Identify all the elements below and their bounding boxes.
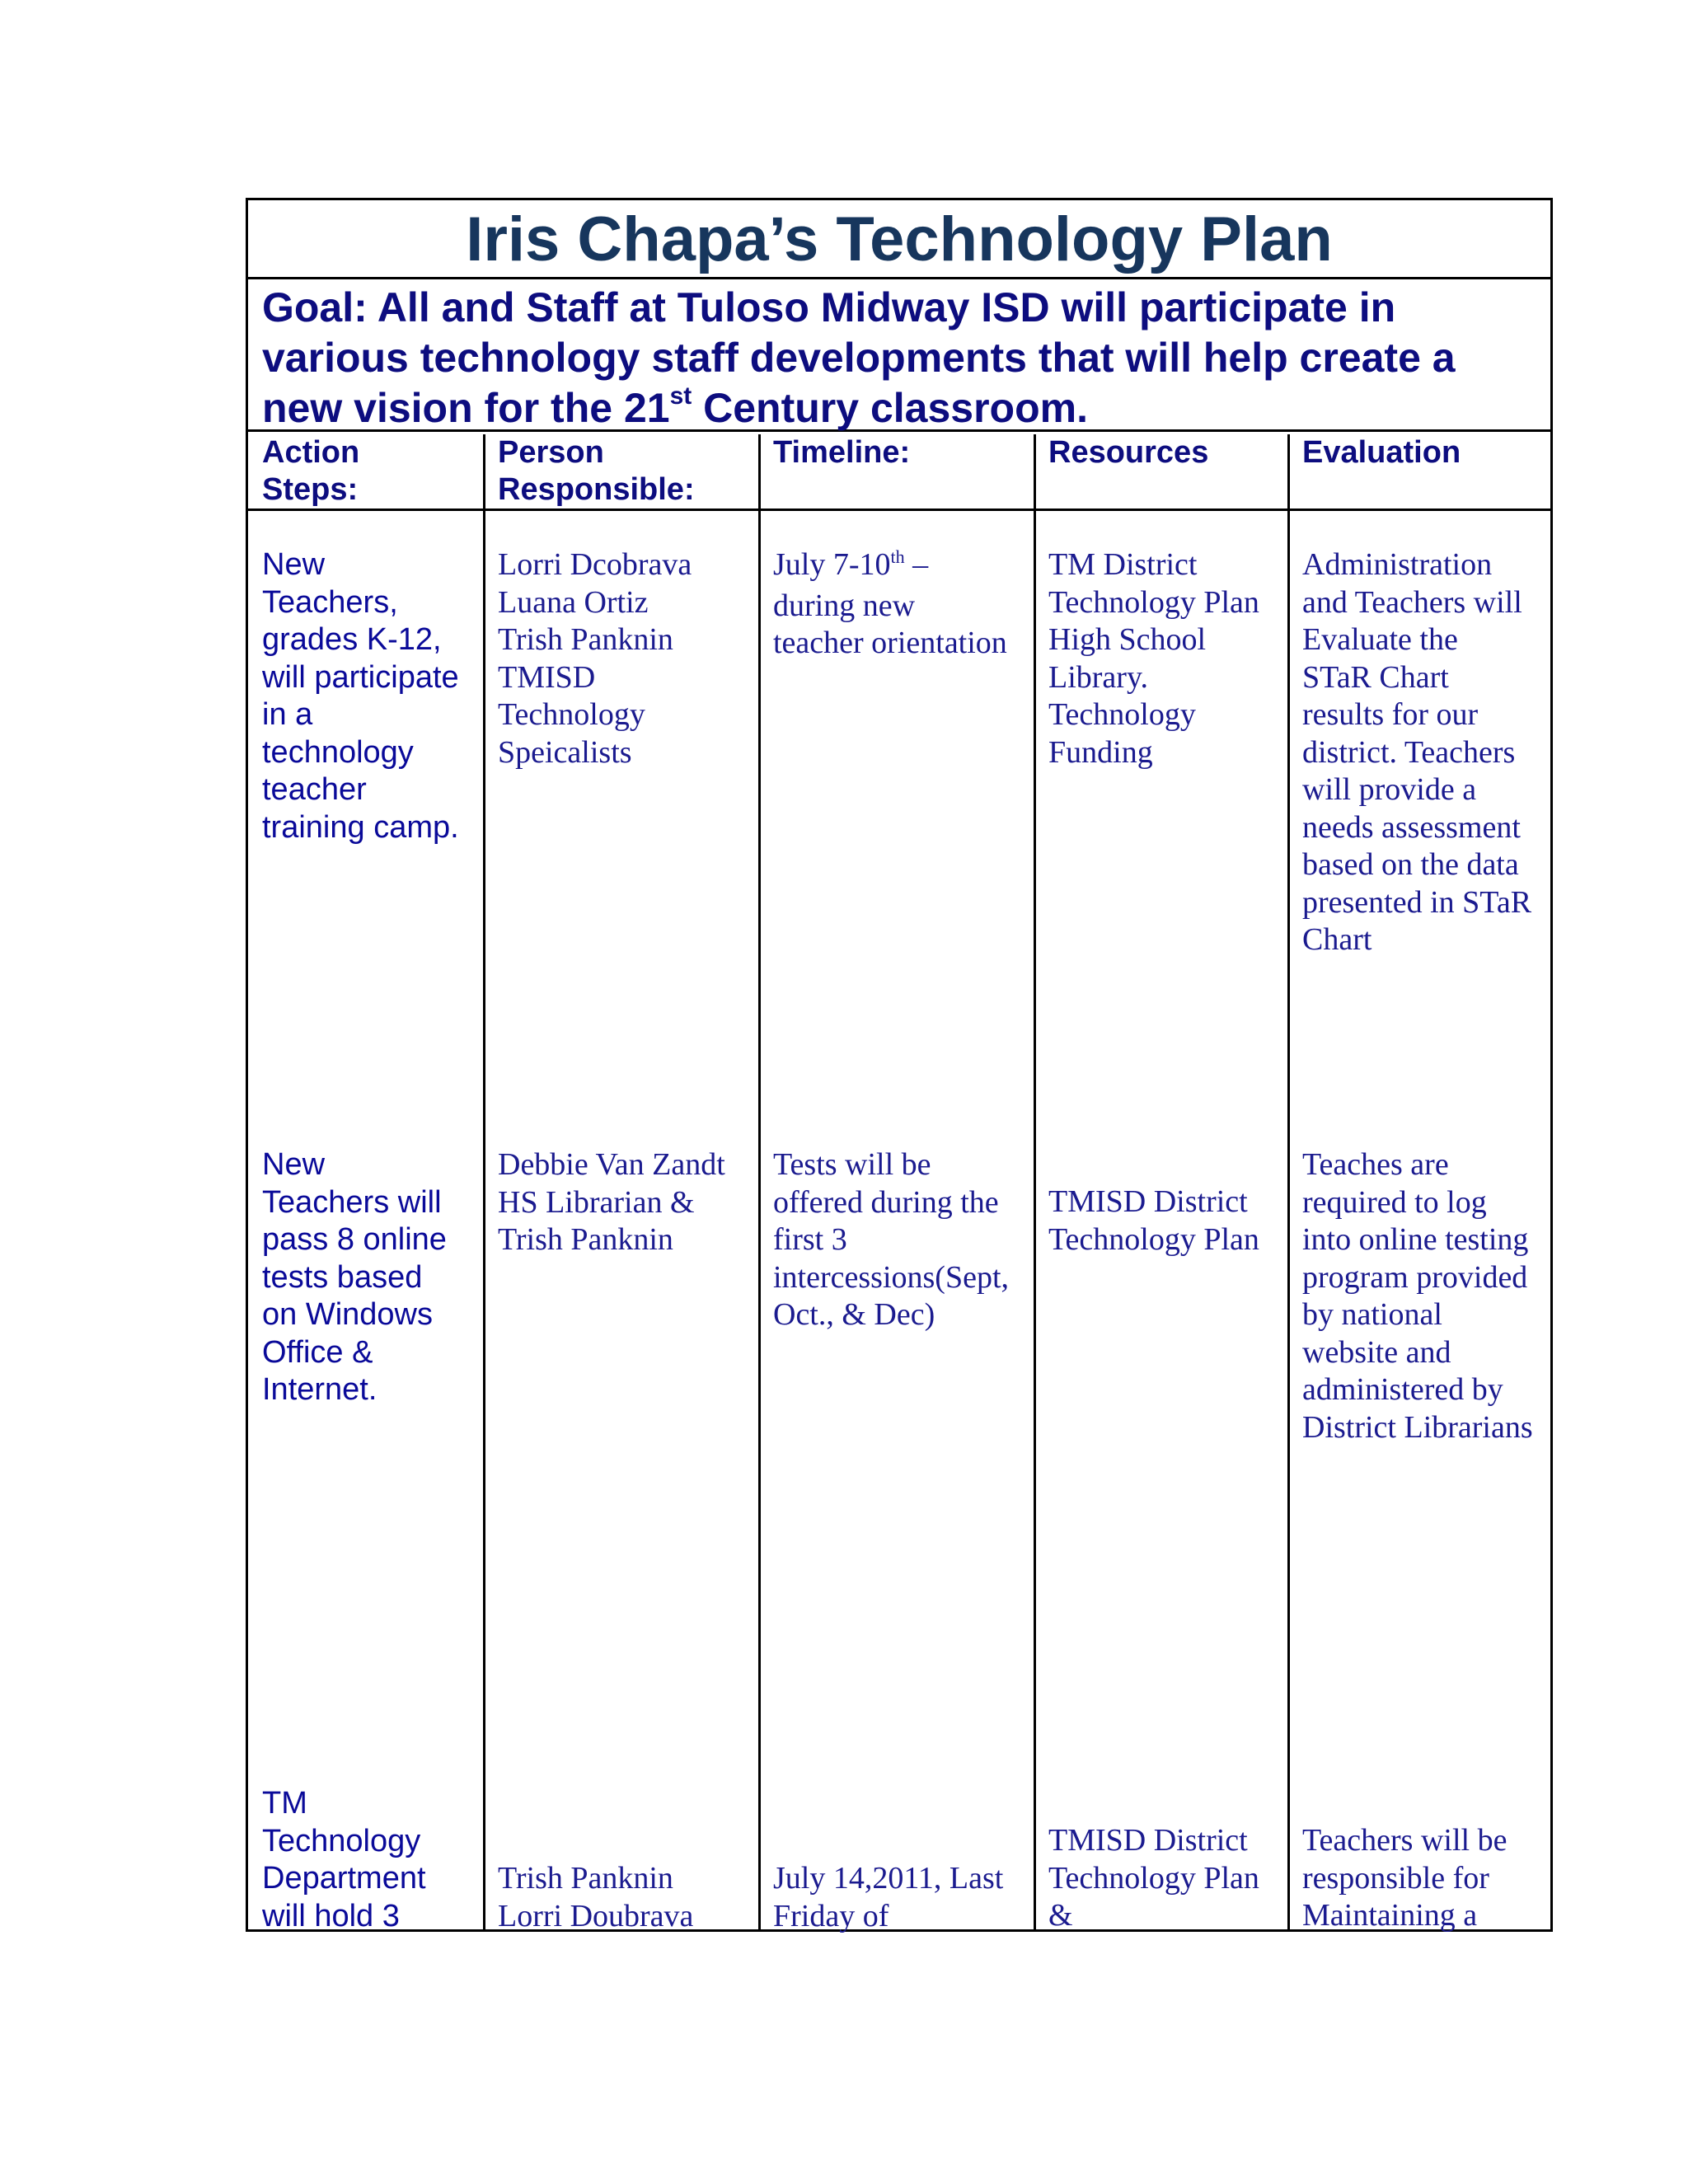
header-evaluation: Evaluation [1302, 435, 1461, 470]
column-divider [1034, 434, 1036, 1932]
row1-timeline-rest: – during new teacher orientation [773, 547, 1007, 660]
technology-plan-table [246, 198, 1553, 1932]
row2-action: New Teachers will pass 8 online tests based on Windows Office & Internet. [262, 1147, 447, 1407]
header-person-responsible: Person Responsible: [498, 435, 695, 507]
row1-action: New Teachers, grades K-12, will participate in a technology teacher training camp. [262, 547, 459, 845]
row1-timeline-superscript: th [890, 546, 905, 567]
row3-resources: TMISD District Technology Plan & [1048, 1823, 1259, 1933]
goal-superscript: st [669, 382, 692, 410]
column-divider [483, 434, 485, 1932]
row1-resources: TM District Technology Plan High School Library. Technology Funding [1048, 547, 1259, 770]
row3-person: Trish Panknin Lorri Doubrava [498, 1861, 694, 1933]
header-resources: Resources [1048, 435, 1209, 470]
row1-person: Lorri Dcobrava Luana Ortiz Trish Panknin TMISD Technology Speicalists [498, 547, 692, 770]
row3-action: TM Technology Department will hold 3 [262, 1786, 426, 1933]
column-divider [1287, 434, 1290, 1932]
page-title: Iris Chapa’s Technology Plan [248, 200, 1550, 279]
row1-evaluation: Administration and Teachers will Evaluate the STaR Chart results for our district. Teachers will provide a needs assessment based on the data presented in STaR Chart [1302, 547, 1532, 957]
goal-statement [248, 279, 1550, 432]
row2-evaluation: Teaches are required to log into online testing program provided by national website and administered by District Librarians [1302, 1147, 1533, 1445]
row1-timeline-start: July 7-10 [773, 547, 891, 582]
row2-person: Debbie Van Zandt HS Librarian & Trish Panknin [498, 1147, 725, 1257]
goal-text: Goal: All and Staff at Tuloso Midway ISD will participate in various technology staff developments that will help create a new vision for the 21 [262, 284, 1456, 431]
column-divider [758, 434, 761, 1932]
row3-evaluation: Teachers will be responsible for Maintaining a [1302, 1823, 1507, 1933]
header-timeline: Timeline: [773, 435, 911, 470]
header-action-steps: Action Steps: [262, 435, 360, 507]
row2-resources: TMISD District Technology Plan [1048, 1184, 1259, 1257]
row2-timeline: Tests will be offered during the first 3 intercessions(Sept, Oct., & Dec) [773, 1147, 1010, 1332]
row3-timeline: July 14,2011, Last Friday of [773, 1861, 1004, 1933]
goal-text-end: Century classroom. [692, 385, 1088, 431]
row1-timeline [773, 546, 1007, 663]
